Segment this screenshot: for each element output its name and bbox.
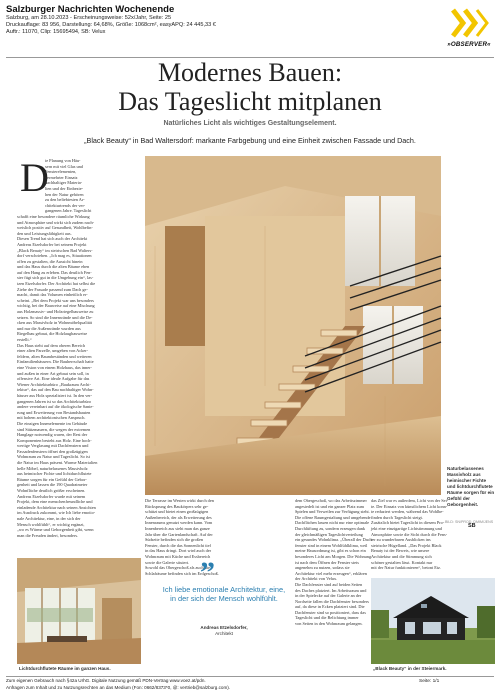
body-text-line: Fenster, durch die das Sonnenlicht tief (145, 542, 211, 548)
body-text-line: erstellt.“ (17, 337, 32, 342)
body-text-line: Andreas Etzelsdorfer wurde mit seinem (17, 493, 86, 499)
article-subhead: „Black Beauty“ in Bad Waltersdorf: markante Farbgebung und eine Einheit zwischen Fassade und Dach. (84, 136, 416, 145)
main-photo-credit: BILD: SN/PROD. DMIM/JENS (445, 520, 494, 524)
body-text-line: offen zu gestalten, die Aussicht hinein (17, 258, 83, 264)
body-text-line: te reduziert werden, während das Wohlbe- (371, 509, 444, 515)
body-column-1 (17, 155, 141, 556)
body-column-4-lines (371, 498, 495, 571)
circulation-info: Druckauflage: 83 956, Darstellung: 64,68%, Größe: 1068cm², easyAPQ: 24 445,33 € (6, 22, 216, 29)
body-text-line: Andreas Etzelsdorfer bei seinem Projekt (17, 241, 87, 247)
body-text-line: einer alten Parzelle, umgeben von Acker- (17, 348, 89, 354)
article-kicker: Natürliches Licht als wichtiges Gestaltungselement. (163, 120, 337, 127)
body-text-line: Durchlüftung zu, sondern erzeugen dank (295, 525, 366, 531)
quote-author-role: Architekt (215, 631, 233, 636)
body-text-line: nale Architektur, eine, in der sich der (17, 516, 81, 521)
body-column-3-lines (295, 498, 374, 627)
pull-quote-author (162, 625, 286, 637)
interior-staircase-photo (145, 156, 441, 495)
body-text-line: Dachflächen lassen nicht nur eine optimale (295, 520, 370, 526)
body-text-line: Riegelbau gebaut, die Holzlaugbauweise (17, 331, 88, 337)
body-text-line: wichtig, bei der Bauweise auf eine Mischung (17, 303, 95, 309)
body-text-line: Wohnfläche deutlich größer erscheinen. (17, 488, 86, 494)
body-text-line: Architektur viel mehr erzeugen“, erklären (295, 570, 367, 576)
body-text-line: gangenen Jahren ist so das Architekturbüro (17, 398, 92, 404)
body-text-line: des Daches platziert. Im Arbeitsraum und (295, 587, 367, 593)
body-text-line: Projekt, dem eine menschenfreundliche und (17, 499, 93, 505)
body-text-line: setzen. So sind die Innenwände und die De- (17, 314, 93, 320)
body-text-line: Sowohl das Obergeschoß als auch die (145, 565, 210, 571)
body-text-line: Wohnraum mit Küche und Essbereich (145, 553, 211, 559)
body-text-line: Ziehe der Fassade passend zum Dach ge- (17, 286, 88, 292)
body-text-line: zu den beliebtesten Ar- (45, 197, 85, 203)
body-text-line: Innenbereich aus sieht man das ganze (145, 525, 210, 531)
body-text-line: offensive Art. Eine ideale Aufgabe für das (17, 376, 90, 382)
body-text-line: vermehrter Einsatz (45, 174, 78, 180)
observer-logo (446, 6, 492, 48)
body-text-line: dorf verschrieben. „Ich mag es, Situationen (17, 253, 92, 259)
quote-mark-icon: ” (200, 556, 215, 589)
body-text-line: schöner gestalten lässt. Kontakt nur (371, 559, 433, 565)
drop-cap: D (20, 155, 49, 200)
body-text-line: Architektur und die Stimmung sich (371, 553, 432, 559)
body-column-4 (371, 498, 495, 574)
body-text-line: steirische Hügelland. „Das Projekt Black (371, 542, 442, 548)
footer-line-1: Zum eigenen Gebrauch nach §42a UrhG. Digitale Nutzung gemäß PDN-Vertrag www.voez.at/pdn. (6, 678, 206, 683)
body-text-line: von Seiten in den Wohnraum gelangen. (295, 621, 363, 627)
body-text-line: ie Planung von Häu- (45, 158, 81, 163)
body-text-line: besonderes Licht am Morgen. Die Wohnung (295, 553, 372, 559)
living-room-caption: Lichtdurchflutete Räume im ganzen Haus. (19, 666, 111, 671)
body-text-line: ist nach dem Öffnen der Fenster stets (295, 559, 359, 565)
body-column-3 (295, 498, 374, 668)
body-text-line: Atmosphäre sowie die Sicht durch die Fens- (371, 531, 448, 537)
body-text-line: und Atmosphäre und wirkt sich zudem nach- (17, 219, 95, 225)
body-text-line: sind Stützmauern, die wegen der extremen (17, 426, 91, 432)
body-text-line: macht, damit das Volumen einheitlich er- (17, 292, 88, 298)
living-room-illustration (17, 558, 141, 664)
body-text-line: „Black Beauty“ im steirischen Bad Walters- (17, 247, 93, 253)
body-text-line: und außen in einer Art gebaut sein soll, in (17, 370, 89, 376)
body-text-line: ster fügt sich gut in die Umgebung ein“, las- (17, 275, 94, 281)
article-headline (0, 58, 500, 116)
living-room-photo (17, 558, 141, 664)
body-text-line: und das Haus durch die alten Bäume eben (17, 264, 90, 270)
body-text-line: rung und Erweiterung von Bestandsbauten (17, 409, 91, 415)
body-text-line: der Architekt von Velux. (295, 576, 338, 582)
body-text-line: Dachfenster sind so positioniert, dass das (295, 609, 366, 615)
body-text-line: helle Möbel, naturbelassenes Massivholz (17, 465, 88, 471)
body-text-line: einladende Architektur nach seinen Ansichten (17, 504, 96, 510)
body-text-line: Nordseite fallen die Dachfenster besonders (295, 598, 369, 604)
body-text-line: häuser aus Holz spezialisiert ist. In den ver- (17, 392, 93, 398)
body-text-line: auf, da diese in Ecken platziert sind. Die (295, 604, 365, 610)
copyright-footer (6, 678, 230, 691)
house-exterior-photo (371, 578, 495, 664)
house-exterior-illustration (371, 578, 495, 664)
body-text-line: lien und der Einbezie- (45, 185, 84, 191)
body-text-line: tzen Etzelsdorfer. Der Architekt hat selbst die (17, 281, 96, 287)
house-exterior-caption: „Black Beauty“ in der Steiermark. (373, 666, 447, 671)
body-text-line: Die offene Raumgestaltung und umgebende (295, 514, 371, 520)
body-text-line: das Ziel war es außerdem, Licht von der Sei- (371, 498, 449, 503)
body-text-line: in das Haus dringt. Dort wird auch der (145, 548, 212, 554)
body-text-line: aus heimischer Fichte und lichtdurchflutete (17, 471, 92, 477)
main-photo-caption: Naturbelassenes Massivholz aus heimischer Fichte und lichtdurchflutete Räume sorgen für ein Gefühl der Geborgenheit. (447, 466, 495, 507)
page-marker: SB (468, 523, 476, 529)
body-text-line: Beauty ist der Beweis, wie unsere (371, 548, 430, 554)
clipping-header (6, 4, 426, 37)
body-text-line: Einfamilienhäusern. Die Bauherrschaft hatte (17, 359, 94, 365)
staircase-illustration (145, 156, 441, 495)
body-text-line: aus Holzmassiv- und Holzriegelbauweise zu (17, 309, 94, 315)
body-text-line: Jahr über die Gartenlandschaft. Auf der (145, 531, 213, 537)
body-text-line: Fassadenfenstern öffnet den großzügigen (17, 448, 88, 454)
body-text-line: der gleichmäßigen Tageslichtverteilung (295, 531, 363, 537)
body-text-line: und nur die Außenwände wurden aus (17, 325, 81, 331)
body-text-line: cken aus Massivholz in Wohnmöbelqualität (17, 320, 92, 326)
body-text-line: angenehm zu nutzen, sodass sie (295, 565, 350, 571)
body-text-line: Südseite befinden sich die großen (145, 537, 203, 543)
body-text-line: Außenbereich, der als Erweiterung des (145, 514, 212, 520)
body-text-line: Rücksprung des Baukörpers sehr ge- (145, 503, 209, 509)
body-text-line: Fensterelementen, (45, 169, 77, 175)
body-text-line: scheint. „Bei dem Projekt war uns besonders (17, 297, 94, 303)
body-text-line: den und Leistungsfähigkeit aus. (17, 230, 72, 236)
body-text-line: Das Haus steht auf dem oberen Bereich (17, 342, 86, 348)
body-text-line: in der Spielecke auf der Galerie an der (295, 593, 362, 599)
body-text-line: Räume sorgen für ein Gefühl der Gebor- (17, 476, 87, 482)
body-text-line: Komponenten besteht aus Holz. Eine hoch- (17, 437, 92, 443)
quote-author-name: Andreas Etzelsdorfer, (200, 625, 248, 630)
body-text-line: eine Vision von einem Holzhaus, das inner- (17, 364, 92, 370)
body-column-2 (145, 498, 219, 576)
pull-quote: Ich liebe emotionale Architektur, eine, in der sich der Mensch wohlfühlt. (162, 585, 286, 604)
body-text-line: andere vereinbart auf die ökologische Sanie- (17, 404, 94, 410)
body-text-line: Wiener Architekturbüro „Baukraum Archi- (17, 381, 91, 387)
headline-line-2: Das Tageslicht mitplanen (118, 87, 382, 116)
body-text-line: Mensch wohlfühlt“, er wichtig ergänzt, (17, 521, 85, 527)
body-text-line: genheit und lassen die 190 Quadratmeter (17, 482, 88, 488)
body-text-line: jekt eine einzigartige Lichtstimmung und (371, 525, 442, 531)
body-text-line: Die Dachfenster sind auf beiden Seiten (295, 581, 363, 587)
body-text-line: Diesen Trend hat sich auch der Architekt (17, 236, 88, 242)
body-text-line: tektur“, das auf den Bau nachhaltiger Wohn- (17, 387, 94, 393)
issue-info: Salzburg, am 28.10.2023 - Erscheinungsweise: 52x/Jahr, Seite: 25 (6, 15, 172, 21)
body-text-line: Zusätzlich bietet Tageslicht in diesem Pro- (371, 520, 445, 526)
body-text-line: schützt und bietet einen großzügigen (145, 509, 209, 515)
body-text-line: finden durch Tageslicht steigt. (371, 514, 423, 520)
body-text-line: chitekturtrends der ver- (45, 202, 86, 208)
page-count: Seite: 1/1 (419, 679, 440, 684)
body-text-line: angesiedelt ist und ein ganzer Platz zum (295, 503, 364, 509)
clip-info: Auftr.: 11070, Clip: 15695494, SB: Velux (6, 29, 106, 36)
body-text-line: Innenraums genutzt werden kann. Vom (145, 520, 213, 526)
footer-divider (6, 676, 494, 677)
body-column-1-lines (17, 155, 141, 538)
body-text-line: meine Hausordnung ist, gibt es schon ein (295, 548, 366, 554)
body-text-line: sowie die Galerie situiert. (145, 559, 190, 565)
body-text-line: gangenen Jahre. Tageslicht (45, 208, 92, 214)
body-text-line: Tageslicht und die Belichtung immer (295, 615, 359, 621)
body-text-line: „wo es Wärme und Geborgenheit gibt, wenn (17, 527, 94, 533)
body-text-line: feldern, alten Baumbeständen und weiteren (17, 353, 92, 359)
body-text-line: im Ausdruck zukommt, wie Ich liebe emotio- (17, 510, 96, 516)
body-text-line: auf den Hang zu erleben. Das deutlich Fen- (17, 269, 92, 275)
body-text-line: nachhaltiger Materia- (45, 180, 83, 186)
headline-line-1: Modernes Bauen: (157, 58, 343, 87)
body-text-line: Hanglage notwendig waren, der Rest der (17, 432, 88, 438)
body-text-line: Schlafräume befinden sich im Erdgeschoß. (145, 570, 219, 576)
body-text-line: die Natur im Haus präsent. Warme Materialien (17, 460, 98, 466)
body-text-line: te. Der Einsatz von künstlichem Licht konn- (371, 503, 448, 509)
body-text-line: Wohnraum zu Natur und Tageslicht. So ist (17, 454, 90, 460)
body-text-line: man die Freuden ändert, besonders. (17, 532, 79, 538)
body-text-line: dem Obergeschoß, wo das Arbeitszimmer (295, 498, 367, 503)
body-text-line: Die Terrasse im Westen wirkt durch den (145, 498, 214, 503)
body-text-line: schafft eine besondere räumliche Wirkung (17, 213, 90, 219)
publication-name: Salzburger Nachrichten Wochenende (6, 4, 175, 15)
observer-chevron-icon (449, 6, 489, 40)
body-text-line: weislich positiv auf Gesundheit, Wohlbefin- (17, 225, 93, 231)
body-text-line: fenster sind in einem Wohlfühlklima, weil (295, 542, 368, 548)
body-text-line: mit hohem architektonischen Anspruch. (17, 415, 86, 421)
body-text-line: hen der Natur gehören (45, 191, 84, 197)
body-text-line: ein gesundes Wohnklima. „Überall der Dach- (295, 537, 374, 543)
body-text-line: Spielen und Verweilen zur Verfügung steht. (295, 509, 370, 515)
body-text-line: mit der Natur funktionieren“, betont Etz. (371, 565, 442, 571)
body-text-line: Die einzigen Innenelemente im Gebäude (17, 420, 88, 426)
observer-wordmark: »OBSERVER« (447, 41, 491, 48)
body-text-line: ter zu wunderbaren Ausblicken ins (371, 537, 431, 543)
body-text-line: sern mit viel Glas und (45, 163, 83, 169)
body-text-line: wertige Verglasung mit Dachfenstern und (17, 443, 89, 449)
footer-line-2: Anfragen zum Inhalt und zu Nutzungsrechten an das Medium (Fon: 0662/8373*0, @: vertrieb@salzburg.com). (6, 684, 231, 690)
